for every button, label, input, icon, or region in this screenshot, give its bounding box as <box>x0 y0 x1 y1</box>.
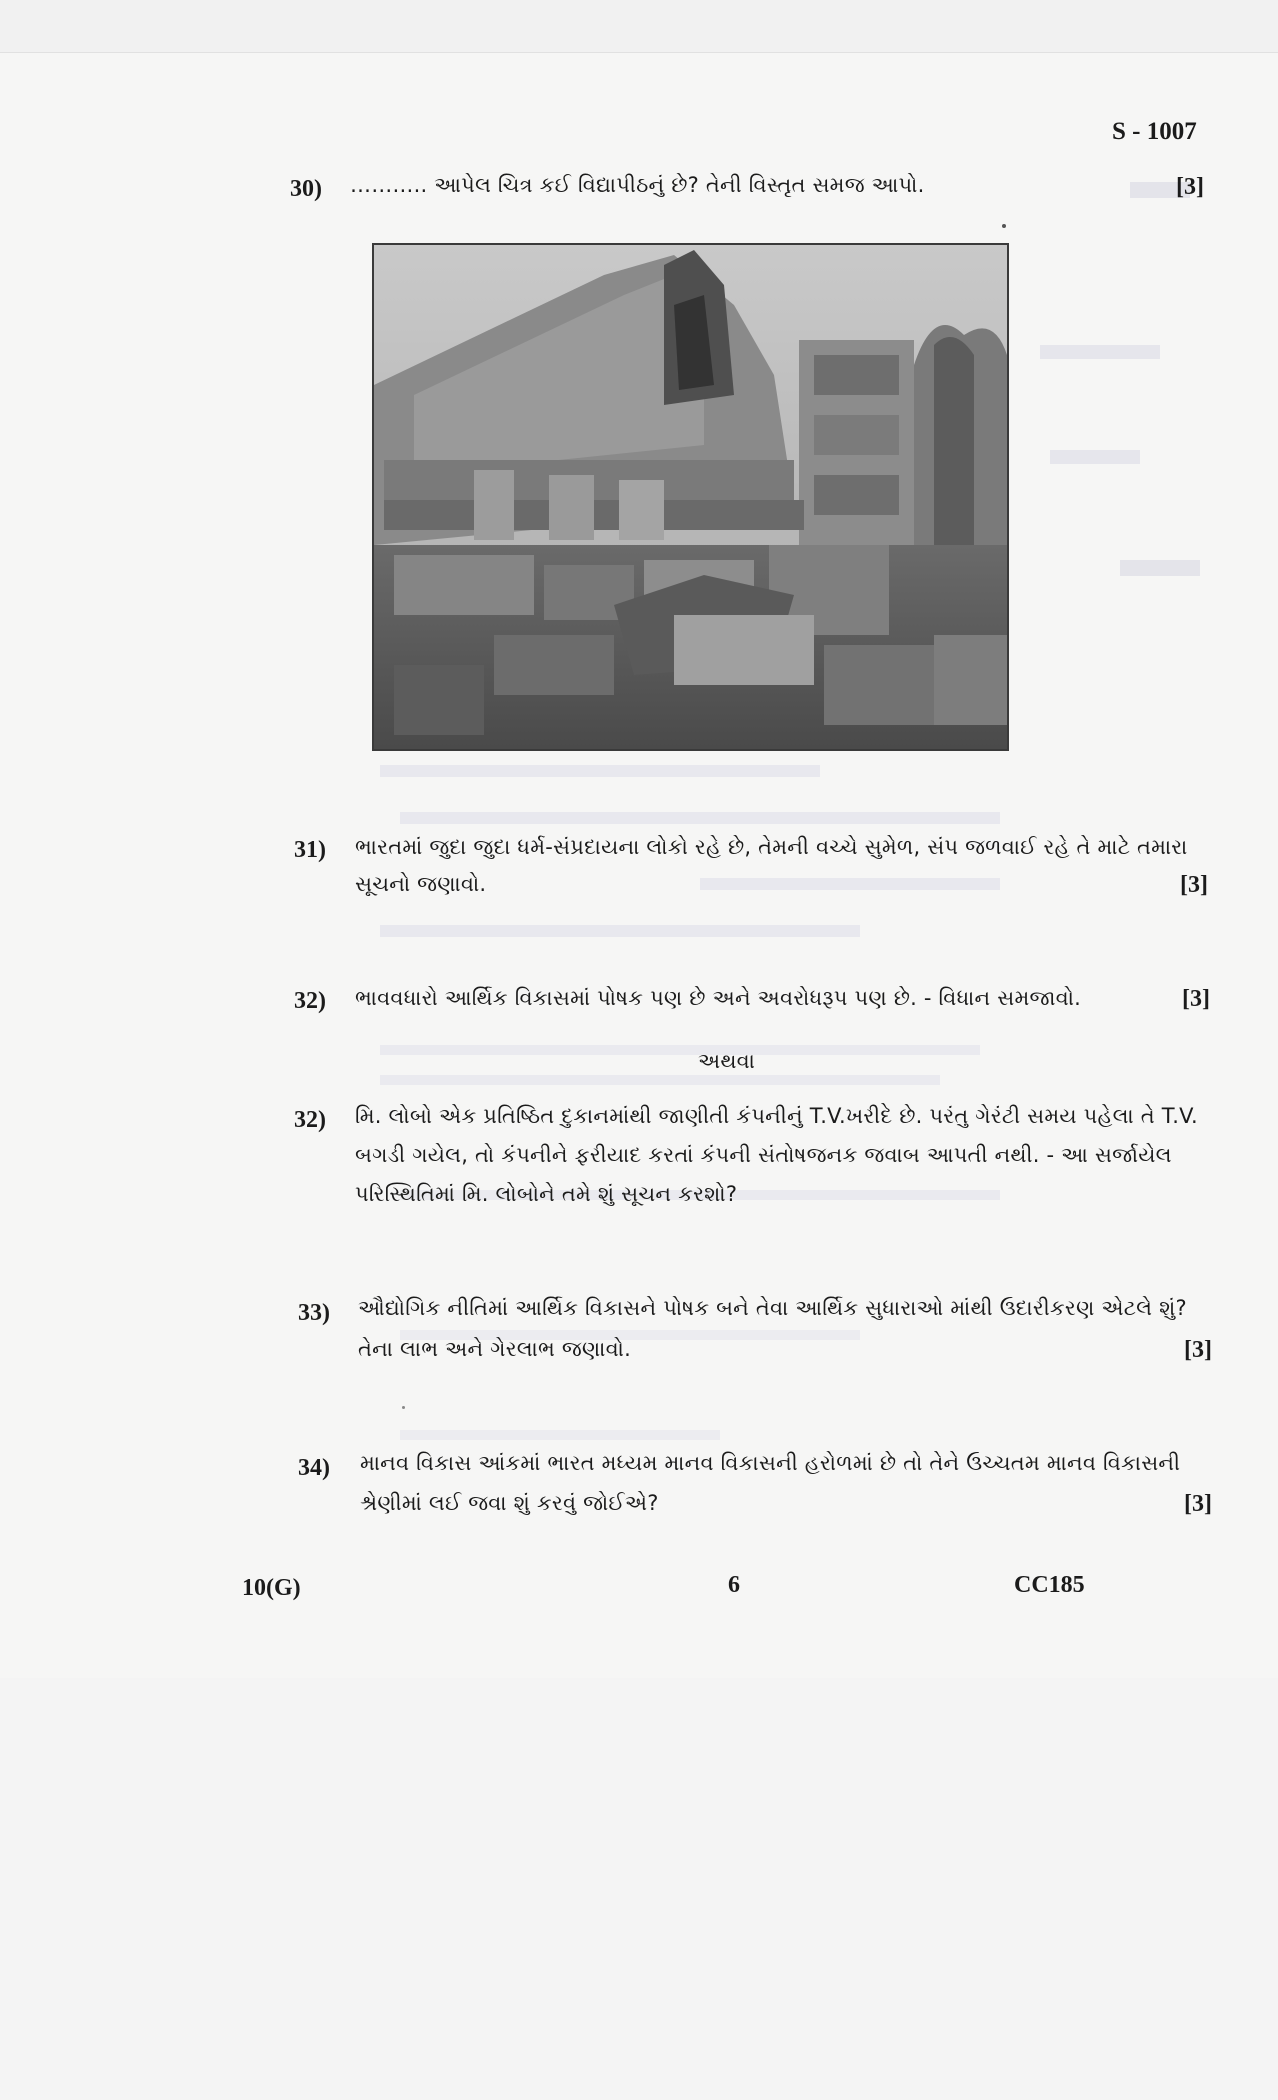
question-text: ભારતમાં જુદા જુદા ધર્મ-સંપ્રદાયના લોકો રહે છે, તેમની વચ્ચે સુમેળ, સંપ જળવાઈ રહે તે માટે તમારા <box>355 835 1188 859</box>
question-text: મિ. લોબો એક પ્રતિષ્ઠિત દુકાનમાંથી જાણીતી કંપનીનું T.V.ખરીદે છે. પરંતુ ગેરંટી સમય પહેલા તે T.V. <box>355 1104 1198 1128</box>
question-text: ભાવવધારો આર્થિક વિકાસમાં પોષક પણ છે અને અવરોધરૂપ પણ છે. - વિધાન સમજાવો. <box>355 986 1082 1010</box>
page-bottom-margin <box>0 1678 1278 2100</box>
question-marks: [3] <box>1182 986 1210 1012</box>
paper-code: S - 1007 <box>1112 118 1197 145</box>
question-number: 30) <box>290 176 322 202</box>
speck <box>1002 224 1006 228</box>
question-number: 31) <box>294 837 326 863</box>
question-marks: [3] <box>1176 174 1204 200</box>
question-number: 33) <box>298 1300 330 1326</box>
question-text: સૂચનો જણાવો. <box>355 872 487 896</box>
question-marks: [3] <box>1180 872 1208 898</box>
ruins-photograph <box>372 243 1009 751</box>
question-text: ……….. આપેલ ચિત્ર કઈ વિદ્યાપીઠનું છે? તેની વિસ્તૃત સમજ આપો. <box>350 173 925 197</box>
or-label: અથવા <box>698 1049 756 1073</box>
question-marks: [3] <box>1184 1337 1212 1363</box>
question-text: શ્રેણીમાં લઈ જવા શું કરવું જોઈએ? <box>360 1491 659 1515</box>
question-text: તેના લાભ અને ગેરલાભ જણાવો. <box>358 1337 631 1361</box>
question-marks: [3] <box>1184 1491 1212 1517</box>
question-text: ઔદ્યોગિક નીતિમાં આર્થિક વિકાસને પોષક બને તેવા આર્થિક સુધારાઓ માંથી ઉદારીકરણ એટલે શું? <box>358 1296 1187 1320</box>
footer-page-number: 6 <box>728 1572 740 1598</box>
question-text: બગડી ગયેલ, તો કંપનીને ફરીયાદ કરતાં કંપની સંતોષજનક જવાબ આપતી નથી. - આ સર્જાયેલ <box>355 1143 1172 1167</box>
speck <box>402 1406 405 1409</box>
footer-series-code: CC185 <box>1014 1572 1085 1598</box>
footer-subject-code: 10(G) <box>242 1575 301 1601</box>
question-number: 32) <box>294 1107 326 1133</box>
question-number: 32) <box>294 988 326 1014</box>
question-text: માનવ વિકાસ આંકમાં ભારત મધ્યમ માનવ વિકાસની હરોળમાં છે તો તેને ઉચ્ચતમ માનવ વિકાસની <box>360 1451 1181 1475</box>
question-text: પરિસ્થિતિમાં મિ. લોબોને તમે શું સૂચન કરશો? <box>355 1182 738 1206</box>
question-number: 34) <box>298 1455 330 1481</box>
